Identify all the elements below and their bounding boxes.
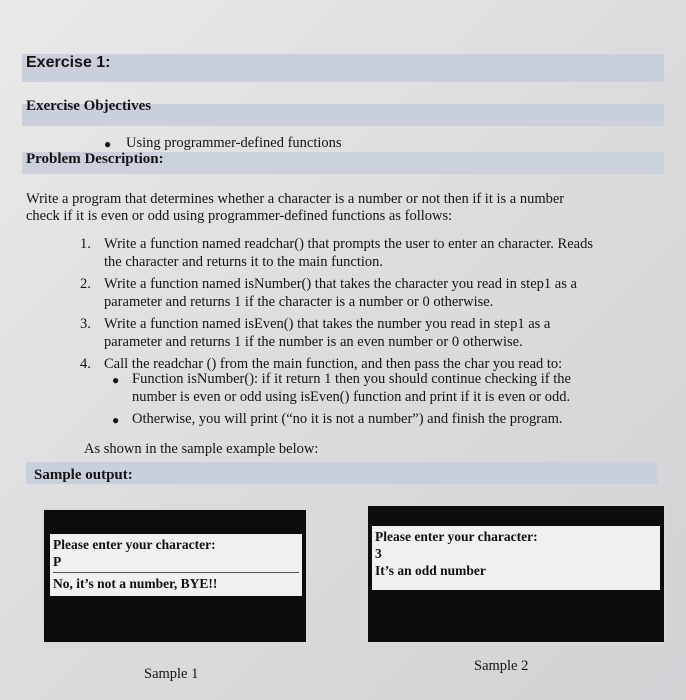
sub-bullet-line: Otherwise, you will print (“no it is not a number”) and finish the program.: [132, 411, 563, 427]
problem-intro-line2: check if it is even or odd using programmer-defined functions as follows:: [26, 208, 453, 224]
list-item: [80, 315, 674, 351]
sample1-prompt: Please enter your character:: [53, 537, 216, 552]
sample1-input: P: [53, 554, 62, 569]
step-line: Write a function named readchar() that prompts the user to enter an character. Reads: [104, 236, 593, 252]
list-item: [80, 235, 674, 271]
sample1-screen: [42, 508, 308, 644]
list-item: [80, 275, 674, 311]
objectives-bullet-text: Using programmer-defined functions: [126, 135, 342, 151]
steps-list: [80, 235, 674, 377]
step-number: 2.: [80, 276, 91, 292]
step-number: 4.: [80, 356, 91, 372]
step-line: parameter and returns 1 if the character is a number or 0 otherwise.: [104, 294, 494, 310]
sub-bullet-line: Function isNumber(): if it return 1 then you should continue checking if the: [132, 371, 571, 387]
problem-heading: Problem Description:: [26, 151, 164, 167]
sample1-result: No, it’s not a number, BYE!!: [53, 576, 218, 591]
sub-bullet-line: number is even or odd using isEven() function and print if it is even or odd.: [132, 389, 571, 405]
bullet-icon: ●: [112, 413, 120, 427]
exercise-title-bar: [22, 54, 664, 82]
problem-intro-line1: Write a program that determines whether a character is a number or not then if it is a number: [26, 191, 565, 207]
step-line: parameter and returns 1 if the number is an even number or 0 otherwise.: [104, 334, 523, 350]
sample2-prompt: Please enter your character:: [375, 529, 538, 544]
step-line: Write a function named isEven() that takes the number you read in step1 as a: [104, 316, 551, 332]
exercise-title: Exercise 1:: [26, 54, 111, 71]
bullet-icon: ●: [104, 137, 112, 151]
sample1-divider: [53, 572, 299, 573]
step-line: Write a function named isNumber() that takes the character you read in step1 as a: [104, 276, 577, 292]
step-line: Call the readchar () from the main function, and then pass the char you read to:: [104, 356, 563, 372]
sub-bullet-list: [112, 370, 672, 432]
step-line: the character and returns it to the main function.: [104, 254, 384, 270]
step-number: 3.: [80, 316, 91, 332]
sample2-screen: [366, 504, 666, 644]
bullet-icon: ●: [112, 373, 120, 387]
shown-text: As shown in the sample example below:: [84, 441, 319, 457]
sample-output-heading: Sample output:: [34, 467, 133, 483]
step-number: 1.: [80, 236, 91, 252]
sample1-caption: Sample 1: [144, 666, 199, 682]
sample2-caption: Sample 2: [474, 658, 529, 674]
objectives-bullet: [104, 134, 342, 152]
list-item: [112, 410, 672, 428]
list-item: [112, 370, 672, 406]
sample2-input: 3: [375, 546, 382, 561]
sample1-console: [50, 534, 302, 596]
sample2-console: [372, 526, 660, 590]
sample2-result: It’s an odd number: [375, 563, 486, 578]
objectives-heading: Exercise Objectives: [26, 98, 152, 114]
